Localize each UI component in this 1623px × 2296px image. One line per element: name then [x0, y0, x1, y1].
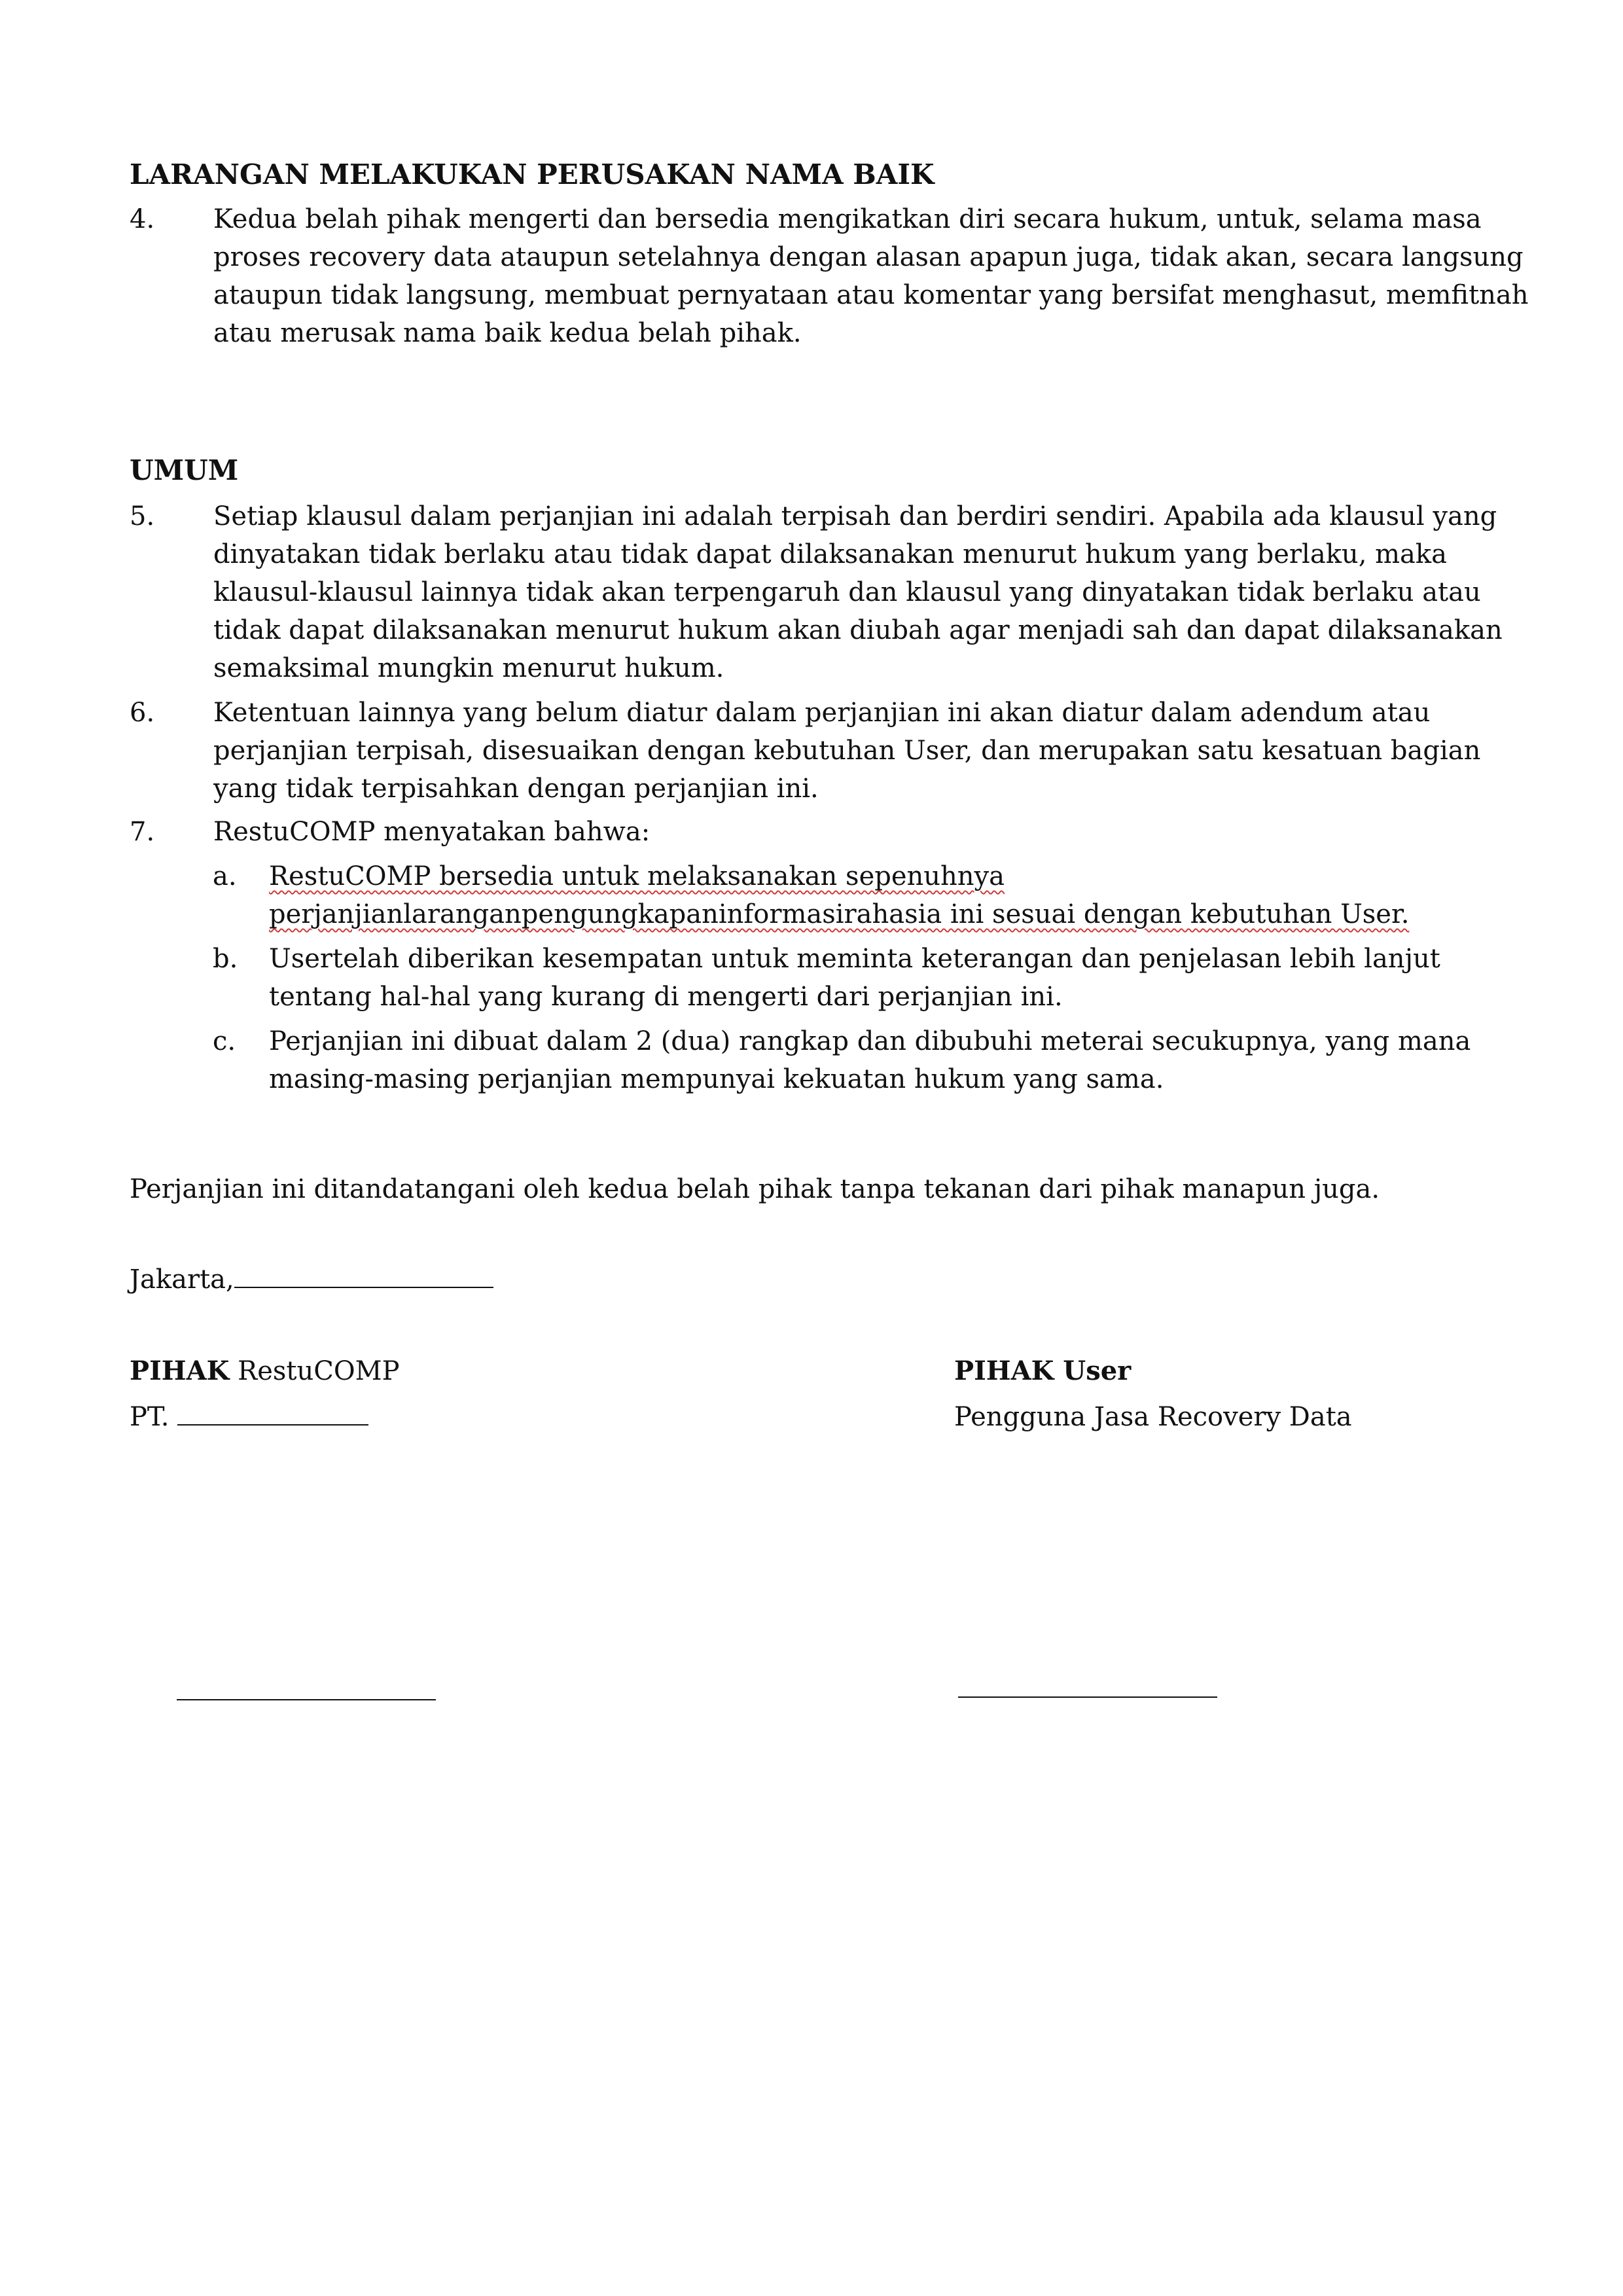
place-label: Jakarta,	[130, 1265, 234, 1295]
clause-number: 4.	[130, 204, 155, 234]
clause-7c	[213, 1022, 1522, 1098]
clause-line: klausul-klausul lainnya tidak akan terpengaruh dan klausul yang dinyatakan tidak berlaku atau	[213, 577, 1481, 607]
subclause-line: Perjanjian ini dibuat dalam 2 (dua) rangkap dan dibubuhi meterai secukupnya, yang mana	[269, 1026, 1471, 1056]
clause-7a	[213, 857, 1522, 933]
subclause-line: RestuCOMP bersedia untuk melaksanakan sepenuhnya	[269, 861, 1005, 891]
clause-text	[213, 200, 1530, 352]
clause-line: yang tidak terpisahkan dengan perjanjian ini.	[213, 774, 819, 804]
subclause-text	[269, 857, 1522, 933]
party-left-label-bold: PIHAK	[130, 1355, 230, 1386]
clause-5	[130, 497, 1530, 687]
clause-line: dinyatakan tidak berlaku atau tidak dapat dilaksanakan menurut hukum yang berlaku, maka	[213, 539, 1447, 569]
company-name-blank	[177, 1398, 368, 1426]
clause-line: RestuCOMP menyatakan bahwa:	[213, 817, 651, 847]
subclause-line: masing-masing perjanjian mempunyai kekuatan hukum yang sama.	[269, 1064, 1164, 1094]
section-heading-umum: UMUM	[130, 454, 239, 486]
signature-line-right	[958, 1696, 1217, 1698]
subclause-line: Usertelah diberikan kesempatan untuk meminta keterangan dan penjelasan lebih lanjut	[269, 944, 1440, 974]
clause-number: 7.	[130, 817, 155, 847]
clause-line: proses recovery data ataupun setelahnya dengan alasan apapun juga, tidak akan, secara langsung	[213, 242, 1524, 272]
signature-line-left	[177, 1699, 436, 1700]
party-left-label-rest: RestuCOMP	[229, 1356, 400, 1386]
party-left-company	[130, 1398, 368, 1436]
subclause-text	[269, 940, 1522, 1016]
clause-line: atau merusak nama baik kedua belah pihak.	[213, 318, 802, 348]
subclause-line: tentang hal-hal yang kurang di mengerti dari perjanjian ini.	[269, 982, 1063, 1012]
clause-number: 5.	[130, 501, 155, 531]
subclause-letter: b.	[213, 944, 238, 974]
clause-7	[130, 813, 1530, 851]
place-date-line	[130, 1261, 493, 1299]
clause-line: semaksimal mungkin menurut hukum.	[213, 653, 724, 683]
subclause-line: perjanjianlaranganpengungkapaninformasirahasia ini sesuai dengan kebutuhan User.	[269, 899, 1410, 929]
clause-7b	[213, 940, 1522, 1016]
clause-line: Kedua belah pihak mengerti dan bersedia mengikatkan diri secara hukum, untuk, selama masa	[213, 204, 1482, 234]
date-blank	[234, 1261, 493, 1288]
clause-line: Ketentuan lainnya yang belum diatur dalam perjanjian ini akan diatur dalam adendum atau	[213, 698, 1431, 728]
closing-statement: Perjanjian ini ditandatangani oleh kedua belah pihak tanpa tekanan dari pihak manapun juga.	[130, 1174, 1380, 1204]
party-right-label: PIHAK User	[954, 1355, 1132, 1386]
clause-number: 6.	[130, 698, 155, 728]
party-right-description: Pengguna Jasa Recovery Data	[954, 1402, 1352, 1432]
clause-text	[213, 694, 1530, 808]
clause-text	[213, 813, 1530, 851]
clause-line: tidak dapat dilaksanakan menurut hukum akan diubah agar menjadi sah dan dapat dilaksanakan	[213, 615, 1503, 645]
party-left-label	[130, 1352, 400, 1390]
party-left-company-prefix: PT.	[130, 1402, 169, 1432]
clause-line: Setiap klausul dalam perjanjian ini adalah terpisah dan berdiri sendiri. Apabila ada klausul yang	[213, 501, 1497, 531]
clause-line: perjanjian terpisah, disesuaikan dengan kebutuhan User, dan merupakan satu kesatuan bagian	[213, 736, 1481, 766]
subclause-text	[269, 1022, 1522, 1098]
clause-line: ataupun tidak langsung, membuat pernyataan atau komentar yang bersifat menghasut, memfitnah	[213, 280, 1529, 310]
clause-text	[213, 497, 1530, 687]
clause-4	[130, 200, 1530, 352]
subclause-letter: a.	[213, 861, 237, 891]
clause-6	[130, 694, 1530, 808]
subclause-letter: c.	[213, 1026, 236, 1056]
section-heading-larangan: LARANGAN MELAKUKAN PERUSAKAN NAMA BAIK	[130, 158, 935, 190]
